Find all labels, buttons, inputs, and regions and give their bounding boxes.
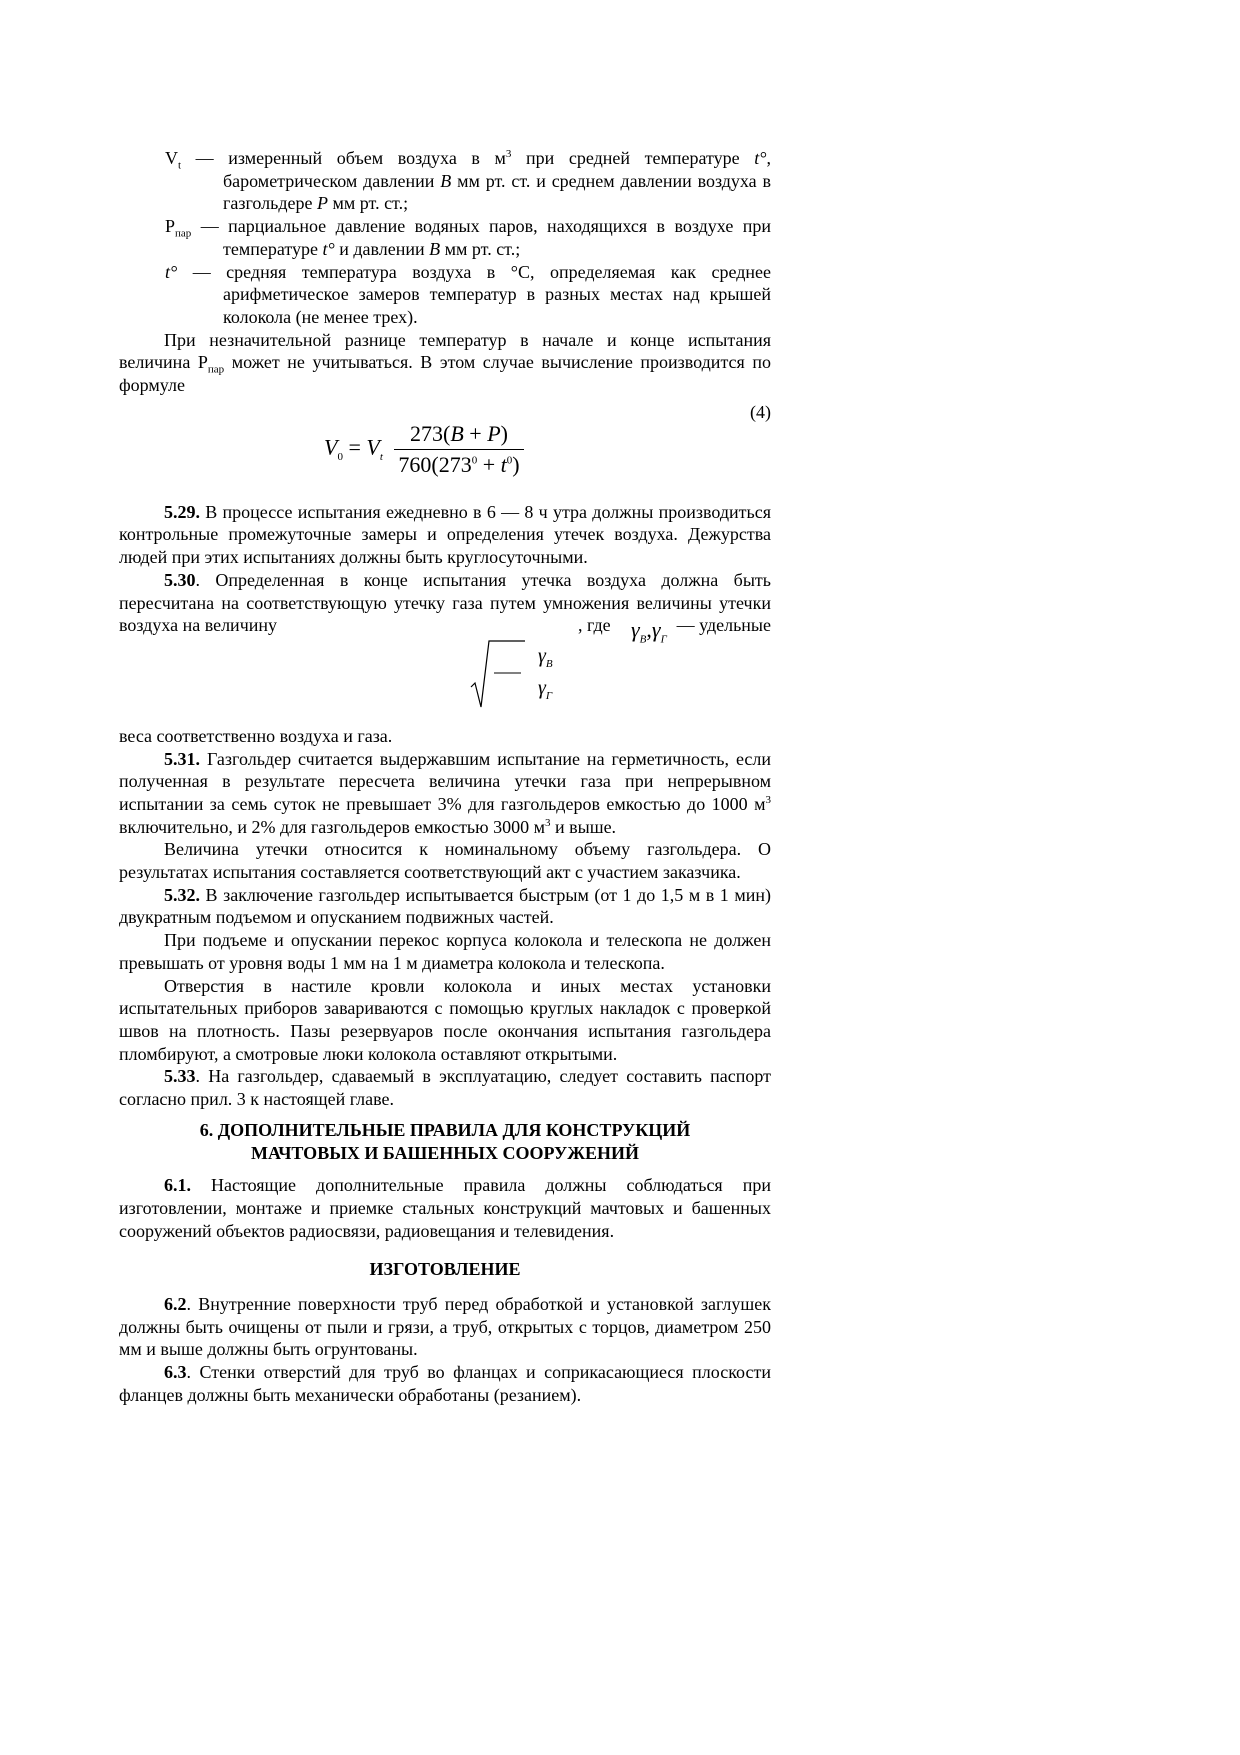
paragraph-5-32-holes: Отверстия в настиле кровли колокола и иных местах установки испытательных приборов завариваются с помощью круглых накладок с проверкой швов на плотность. Пазы резервуаров после окончания испытания газгольдера пломбируют, а смотровые люки колокола оставляют открытыми. <box>119 975 771 1064</box>
sqrt-gamma-ratio: $\gamma_B$ $\gamma_Г$ <box>469 637 529 709</box>
formula-number: (4) <box>750 401 771 422</box>
paragraph-5-32-skew: При подъеме и опускании перекос корпуса колокола и телескопа не должен превышать от уровня воды 1 мм на 1 м диаметра колокола и телескопа. <box>119 930 771 973</box>
definition-vt: $V_t$ — измеренный объем воздуха в $м^3$ при средней температуре t°, барометрическом давлении B мм рт. ст. и среднем давлении воздуха в газгольдере P мм рт. ст.; <box>165 148 772 214</box>
formula-4 <box>119 401 771 493</box>
definition-ppar: $P_{пар}$ — парциальное давление водяных паров, находящихся в воздухе при температуре t° и давлении B мм рт. ст.; <box>165 216 771 259</box>
paragraph-5-30-tail: веса соответственно воздуха и газа. <box>119 725 393 746</box>
paragraph-6-3: 6.3. Стенки отверстий для труб во фланцах и соприкасающиеся плоскости фланцев должны быть механически обработаны (резанием). <box>119 1362 771 1405</box>
gamma-symbols: $\gamma_B,\gamma_Г$ <box>631 616 667 646</box>
formula-expression: $V_0 = V_t$ $\frac{273(B + P)}{760(273^0 + t^0)}$ <box>324 421 524 478</box>
paragraph-5-29: 5.29. В процессе испытания ежедневно в 6 — 8 ч утра должны производиться контрольные промежуточные замеры и определения утечек воздуха. Дежурства людей при этих испытаниях должны быть круглосуточными. <box>119 501 771 568</box>
definition-t: t° — средняя температура воздуха в °С, определяемая как среднее арифметическое замеров температур в разных местах над крышей колокола (не менее трех). <box>165 261 771 327</box>
subheading-manufacturing: ИЗГОТОВЛЕНИЕ <box>369 1259 521 1280</box>
formula-fraction: $\frac{273(B + P)}{760(273^0 + t^0)}$ <box>394 421 523 478</box>
paragraph-5-31-volume: Величина утечки относится к номинальному объему газгольдера. О результатах испытания составляется соответствующий акт с участием заказчика. <box>119 839 771 883</box>
page-body <box>119 147 771 1407</box>
paragraph-5-32: 5.32. В заключение газгольдер испытывается быстрым (от 1 до 1,5 м в 1 мин) двукратным подъемом и опусканием подвижных частей. <box>119 884 771 928</box>
paragraph-5-30: 5.30. Определенная в конце испытания утечка воздуха должна быть пересчитана на соответствующую утечку газа путем умножения величины утечки воздуха на величину , где $\gamma_B,\gamma_Г$ — удельные $\gamma_B$ $\gamma_Г$ <box>119 569 771 637</box>
paragraph-small-difference: При незначительной разнице температур в начале и конце испытания величина $Р_{пар}$ может не учитываться. В этом случае вычисление производится по формуле <box>119 329 771 396</box>
paragraph-6-2: 6.2. Внутренние поверхности труб перед обработкой и установкой заглушек должны быть очищены от пыли и грязи, а труб, открытых с торцов, диаметром 250 мм и выше должны быть огрунтованы. <box>119 1294 771 1360</box>
paragraph-6-1: 6.1. Настоящие дополнительные правила должны соблюдаться при изготовлении, монтаже и приемке стальных конструкций мачтовых и башенных сооружений объектов радиосвязи, радиовещания и телевидения. <box>119 1175 771 1241</box>
paragraph-5-33: 5.33. На газгольдер, сдаваемый в эксплуатацию, следует составить паспорт согласно прил. 3 к настоящей главе. <box>119 1066 771 1110</box>
section-6-heading: 6. ДОПОЛНИТЕЛЬНЫЕ ПРАВИЛА ДЛЯ КОНСТРУКЦИЙ МАЧТОВЫХ И БАШЕННЫХ СООРУЖЕНИЙ <box>199 1119 691 1163</box>
paragraph-5-31: 5.31. Газгольдер считается выдержавшим испытание на герметичность, если полученная в результате пересчета величина утечки газа при непрерывном испытании за семь суток не превышает 3% для газгольдеров емкостью до 1000 $м^3$ включительно, и 2% для газгольдеров емкостью 3000 $м^3$ и выше. <box>119 748 771 837</box>
